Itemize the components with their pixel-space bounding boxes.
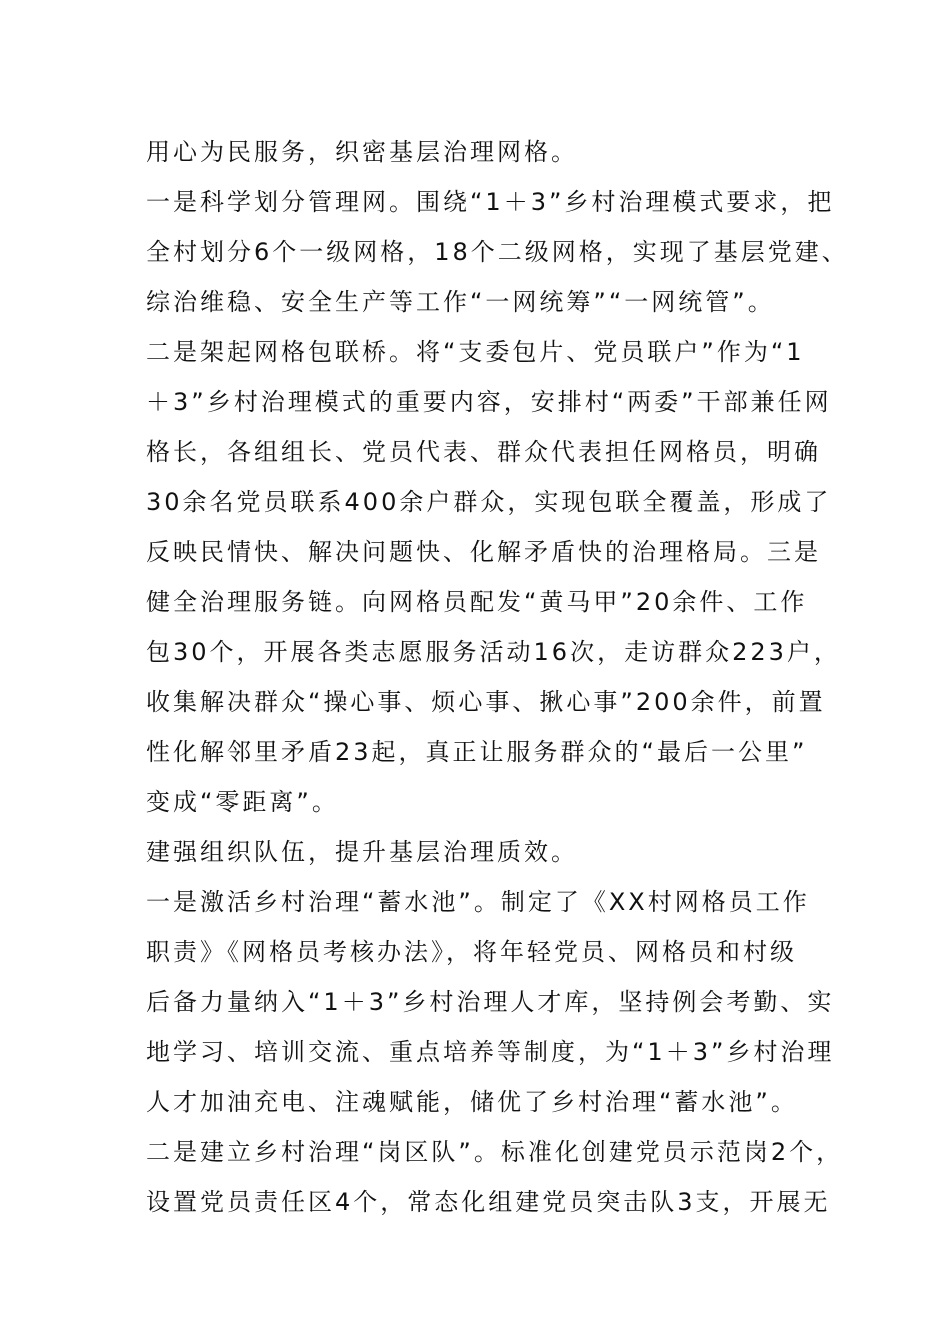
text-line: 30余名党员联系400余户群众，实现包联全覆盖，形成了 [146, 488, 832, 516]
text-line: 人才加油充电、注魂赋能，储优了乡村治理“蓄水池”。 [146, 1088, 798, 1116]
text-line: 包30个，开展各类志愿服务活动16次，走访群众223户， [146, 638, 841, 666]
text-line: 全村划分6个一级网格，18个二级网格，实现了基层党建、 [146, 238, 849, 266]
text-line: 反映民情快、解决问题快、化解矛盾快的治理格局。三是 [146, 538, 821, 566]
text-line: 健全治理服务链。向网格员配发“黄马甲”20余件、工作 [146, 588, 808, 616]
text-line: 地学习、培训交流、重点培养等制度，为“1＋3”乡村治理 [146, 1038, 835, 1066]
text-line: 二是架起网格包联桥。将“支委包片、党员联户”作为“1 [146, 338, 805, 366]
text-line: 用心为民服务，织密基层治理网格。 [146, 138, 578, 166]
text-line: 收集解决群众“操心事、烦心事、揪心事”200余件，前置 [146, 688, 826, 716]
text-line: 综治维稳、安全生产等工作“一网统筹”“一网统管”。 [146, 288, 775, 316]
text-line: ＋3”乡村治理模式的重要内容，安排村“两委”干部兼任网 [146, 388, 832, 416]
document-body [146, 127, 849, 1227]
text-line: 一是科学划分管理网。围绕“1＋3”乡村治理模式要求，把 [146, 188, 835, 216]
text-line: 二是建立乡村治理“岗区队”。标准化创建党员示范岗2个， [146, 1138, 844, 1166]
text-line: 建强组织队伍，提升基层治理质效。 [146, 838, 578, 866]
text-line: 变成“零距离”。 [146, 788, 339, 816]
text-line: 职责》《网格员考核办法》，将年轻党员、网格员和村级 [146, 938, 797, 966]
text-line: 性化解邻里矛盾23起，真正让服务群众的“最后一公里” [146, 738, 808, 766]
text-line: 后备力量纳入“1＋3”乡村治理人才库，坚持例会考勤、实 [146, 988, 835, 1016]
text-line: 格长，各组组长、党员代表、群众代表担任网格员，明确 [146, 438, 821, 466]
text-line: 一是激活乡村治理“蓄水池”。制定了《XX村网格员工作 [146, 888, 810, 916]
text-line: 设置党员责任区4个，常态化组建党员突击队3支，开展无 [146, 1188, 831, 1216]
